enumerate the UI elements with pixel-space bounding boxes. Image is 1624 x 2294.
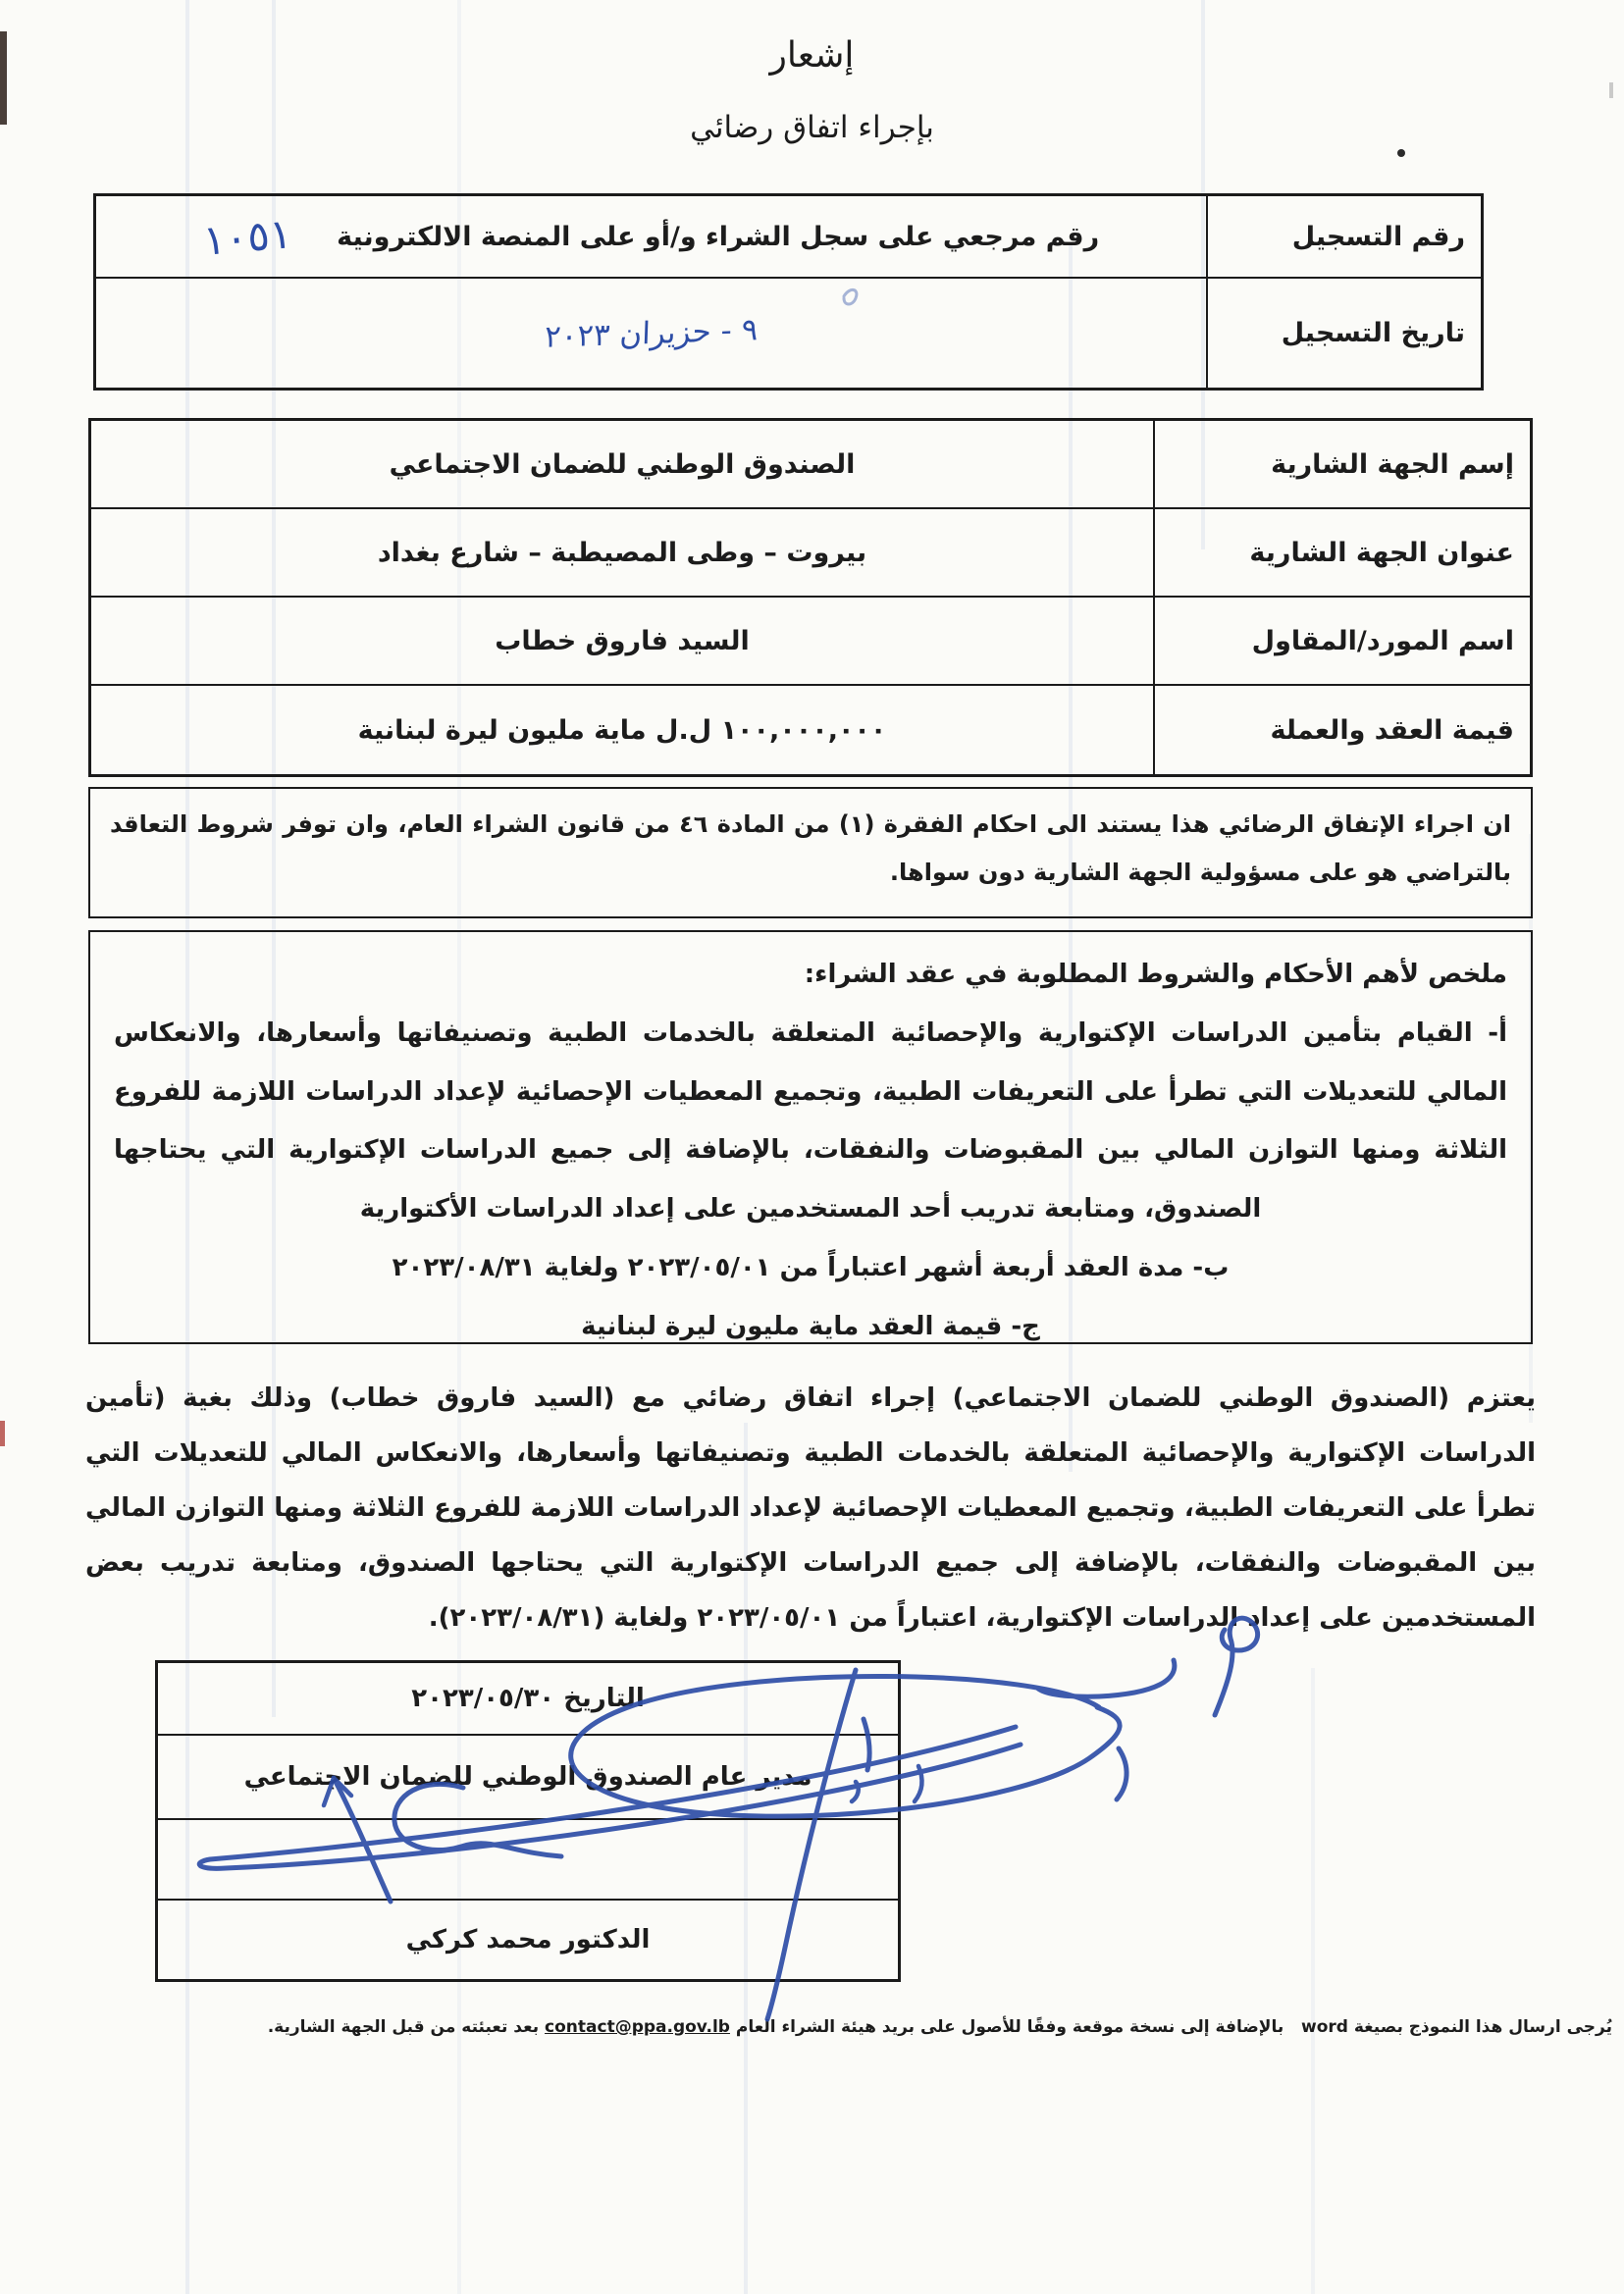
term-item-b: ب- مدة العقد أربعة أشهر اعتباراً من ٢٠٢٣/٠٥/٠١ ولغاية ٢٠٢٣/٠٨/٣١ — [392, 1252, 1230, 1282]
buyer-address-value: بيروت – وطى المصيطبة – شارع بغداد — [377, 537, 867, 568]
intent-paragraph: يعتزم (الصندوق الوطني للضمان الاجتماعي) إجراء اتفاق رضائي مع (السيد فاروق خطاب) وذلك بغية (تأمين الدراسات الإكتوارية والإحصائية المتعلقة بالخدمات الطبية وتصنيفاتها وأسعارها، والانعكاس المالي للتعديلات التي تطرأ على التعريفات الطبية، وتجميع المعطيات الإحصائية لإعداد الدراسات اللازمة للفروع الثلاثة ومنها التوازن المالي بين المقبوضات والنفقات، بالإضافة إلى جميع الدراسات الإكتوارية التي يحتاجها الصندوق، ومتابعة تدريب بعض المستخدمين على إعداد الدراسات الإكتوارية، اعتباراً من ٢٠٢٣/٠٥/٠١ ولغاية (٢٠٢٣/٠٨/٣١). — [85, 1383, 1536, 1633]
supplier-name-value: السيد فاروق خطاب — [495, 625, 750, 656]
signatory-title: مدير عام الصندوق الوطني للضمان الاجتماعي — [243, 1762, 812, 1792]
handwritten-registration-date: ٩ - حزيران ٢٠٢٣ — [544, 311, 759, 355]
footer-text-part2: بالإضافة إلى نسخة موقعة وفقًا للأصول على بريد هيئة الشراء العام — [735, 2017, 1284, 2037]
page-subtitle: بإجراء اتفاق رضائي — [690, 110, 934, 145]
legal-basis-note: ان اجراء الإتفاق الرضائي هذا يستند الى احكام الفقرة (١) من المادة ٤٦ من قانون الشراء العام، وان توفر شروط التعاقد بالتراضي هو على مسؤولية الجهة الشارية دون سواها. — [88, 787, 1533, 918]
word-format-text: word — [1300, 2017, 1348, 2037]
buyer-name-value: الصندوق الوطني للضمان الاجتماعي — [389, 448, 856, 480]
table-row — [91, 421, 1530, 509]
buyer-address-label: عنوان الجهة الشارية — [1153, 509, 1530, 596]
term-item-a: أ- القيام بتأمين الدراسات الإكتوارية والإحصائية المتعلقة بالخدمات الطبية وتصنيفاتها وأسعارها، والانعكاس المالي للتعديلات التي تطرأ على التعريفات الطبية، وتجميع المعطيات الإحصائية لإعداد الدراسات اللازمة للفروع الثلاثة ومنها التوازن المالي بين المقبوضات والنفقات، بالإضافة إلى جميع الدراسات الإكتوارية التي يحتاجها الصندوق، ومتابعة تدريب أحد المستخدمين على إعداد الدراسات الأكتوارية — [114, 1017, 1507, 1225]
signature-date-value: ٢٠٢٣/٠٥/٣٠ — [411, 1684, 555, 1713]
table-row — [158, 1820, 898, 1901]
table-row — [158, 1736, 898, 1820]
scan-artifact-line — [1311, 1668, 1315, 2294]
table-row — [158, 1901, 898, 1979]
scan-edge-mark — [0, 1421, 5, 1446]
page-title: إشعار — [769, 35, 855, 76]
ppa-email-link[interactable]: contact@ppa.gov.lb — [545, 2017, 730, 2037]
registration-table — [93, 193, 1484, 391]
table-row — [91, 509, 1530, 598]
registration-date-cell — [96, 279, 1206, 388]
registration-number-label: رقم التسجيل — [1206, 196, 1481, 277]
details-table — [88, 418, 1533, 777]
footer-instruction — [3, 2017, 1612, 2037]
terms-summary-heading: ملخص لأهم الأحكام والشروط المطلوبة في عقد الشراء: — [804, 960, 1507, 989]
scan-speck — [1609, 82, 1613, 98]
footer-text-part3: بعد تعبئته من قبل الجهة الشارية. — [267, 2017, 540, 2037]
signature-date-cell — [158, 1684, 898, 1713]
term-item-c: ج- قيمة العقد ماية مليون ليرة لبنانية — [581, 1311, 1040, 1341]
terms-summary-box — [88, 930, 1533, 1344]
table-row — [91, 598, 1530, 686]
registration-date-label: تاريخ التسجيل — [1206, 279, 1481, 388]
registration-reference-text: رقم مرجعي على سجل الشراء و/أو على المنصة الالكترونية — [337, 221, 1100, 252]
contract-value-label: قيمة العقد والعملة — [1153, 686, 1530, 774]
table-row — [96, 279, 1481, 388]
handwritten-registration-number: ١٠٥١ — [200, 208, 294, 265]
signature-table — [155, 1660, 901, 1982]
table-row — [158, 1663, 898, 1736]
buyer-name-label: إسم الجهة الشارية — [1153, 421, 1530, 507]
contract-value-value: ١٠٠,٠٠٠,٠٠٠ ل.ل ماية مليون ليرة لبنانية — [357, 714, 887, 746]
signatory-name: الدكتور محمد كركي — [405, 1925, 651, 1955]
scan-speck — [1397, 149, 1405, 157]
supplier-name-label: اسم المورد/المقاول — [1153, 598, 1530, 684]
table-row — [91, 686, 1530, 774]
signature-date-label: التاريخ — [563, 1684, 645, 1713]
registration-number-cell — [96, 196, 1206, 277]
table-row — [96, 196, 1481, 279]
footer-text-part1: يُرجى ارسال هذا النموذج بصيغة — [1353, 2017, 1612, 2037]
